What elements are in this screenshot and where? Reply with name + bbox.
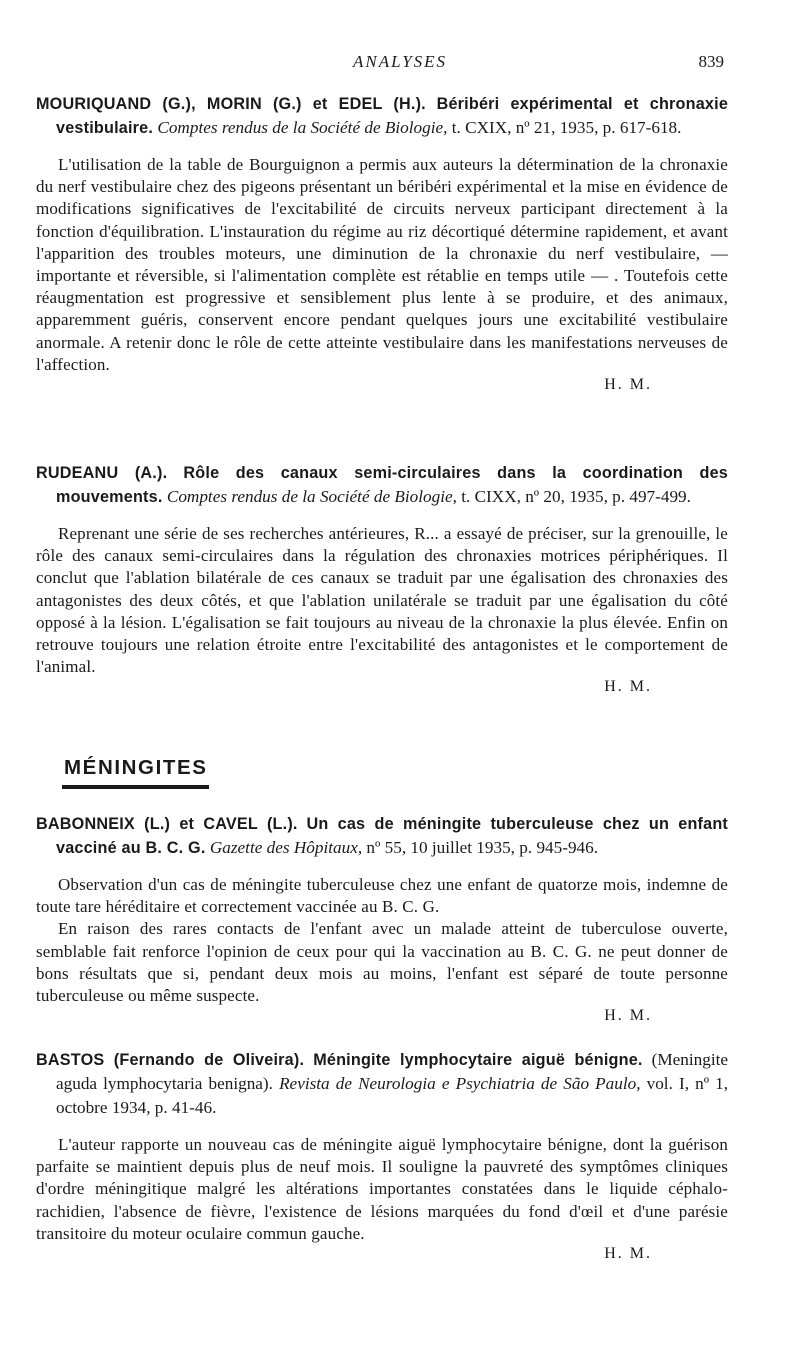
abstract-entry-rudeanu xyxy=(36,461,728,696)
section-heading: MÉNINGITES xyxy=(64,756,208,779)
abstract-text xyxy=(36,874,728,1007)
page-number: 839 xyxy=(698,52,724,71)
abstract-signature: H. M. xyxy=(604,1007,652,1025)
abstract-signature: H. M. xyxy=(604,1245,652,1263)
reference-journal: Comptes rendus de la Société de Biologie, xyxy=(157,118,448,137)
reference-authors: RUDEANU (A.). xyxy=(36,464,168,482)
reference-authors: BABONNEIX (L.) et CAVEL (L.). xyxy=(36,815,298,833)
abstract-paragraph: Observation d'un cas de méningite tuberculeuse chez une enfant de quatorze mois, indemne de toute tare héréditaire et correctement vaccinée au B. C. G. xyxy=(36,875,728,917)
abstract-entry-mouriquand xyxy=(36,92,728,394)
abstract-text xyxy=(36,154,728,376)
reference-title: Béribéri expérimental et chronaxie vestibulaire. xyxy=(56,95,729,137)
section-underline xyxy=(62,785,209,789)
reference-title: Un cas de méningite tuberculeuse chez un enfant vacciné au B. C. G. xyxy=(56,815,729,857)
reference-journal: Revista de Neurologia e Psychiatria de São Paulo, xyxy=(279,1074,641,1093)
running-title: ANALYSES xyxy=(352,52,448,71)
reference-details: t. CXIX, nº 21, 1935, p. 617-618. xyxy=(451,118,682,137)
reference xyxy=(36,1048,728,1120)
abstract-signature: H. M. xyxy=(604,376,652,394)
abstract-paragraph: L'auteur rapporte un nouveau cas de méningite aiguë lymphocytaire bénigne, dont la guérison parfaite se maintient depuis plus de neuf mois. Il souligne la pauvreté des symptômes cliniques d'ordre méningitique malgré les altérations importantes constatées dans le liquide céphalo-rachidien, l'absence de fièvre, l'existence de lésions marquées du fond d'œil et d'une parésie transitoire du moteur oculaire commun gauche. xyxy=(36,1135,728,1243)
reference-authors: BASTOS (Fernando de Oliveira). xyxy=(36,1051,305,1069)
reference-journal: Comptes rendus de la Société de Biologie, xyxy=(166,487,457,506)
abstract-text xyxy=(36,523,728,678)
abstract-signature: H. M. xyxy=(604,678,652,696)
reference xyxy=(36,92,728,140)
reference-details: vol. I, nº 1, octobre 1934, p. 41-46. xyxy=(56,1074,729,1117)
abstract-paragraph: En raison des rares contacts de l'enfant avec un malade atteint de tuberculose ouverte, semblable fait renforce l'opinion de ceux pour qui la vaccination au B. C. G. ne peut donner de bons résultats que si, pendant deux mois au moins, l'enfant est séparé de toute personne tuberculeuse ou même suspecte. xyxy=(36,919,728,1006)
reference-details: t. CIXX, nº 20, 1935, p. 497-499. xyxy=(461,487,691,506)
reference-journal: Gazette des Hôpitaux, xyxy=(209,838,363,857)
reference-details: nº 55, 10 juillet 1935, p. 945-946. xyxy=(366,838,599,857)
reference xyxy=(36,461,728,509)
reference-title: Méningite lymphocytaire aiguë bénigne. xyxy=(313,1051,643,1069)
reference-title: Rôle des canaux semi-circulaires dans la coordination des mouvements. xyxy=(56,464,728,506)
abstract-entry-bastos xyxy=(36,1048,728,1263)
abstract-paragraph: Reprenant une série de ses recherches antérieures, R... a essayé de préciser, sur la grenouille, le rôle des canaux semi-circulaires dans la régulation des chronaxies motrices périphériques. Il conclut que l'ablation bilatérale de ces canaux se traduit par une égalisation des chronaxies des antagonistes des deux côtés, et que l'ablation unilatérale se traduit par une égalisation du côté opposé à la lésion. L'égalisation se fait toujours au niveau de la chronaxie la plus élevée. Enfin on retrouve toujours une relation étroite entre l'excitabilité des antagonistes et le comportement de l'animal. xyxy=(36,524,728,677)
abstract-entry-babonneix xyxy=(36,812,728,1025)
reference-subtitle: (Meningite aguda lymphocytaria benigna). xyxy=(56,1050,729,1093)
abstract-text xyxy=(36,1134,728,1245)
reference-authors: MOURIQUAND (G.), MORIN (G.) et EDEL (H.). xyxy=(36,95,426,113)
abstract-paragraph: L'utilisation de la table de Bourguignon a permis aux auteurs la détermination de la chronaxie du nerf vestibulaire chez des pigeons présentant un béribéri expérimental et la mise en évidence de modifications significatives de l'excitabilité de circuits nerveux participant directement à la fonction d'équilibration. L'instauration du régime au riz décortiqué détermine rapidement, et avant l'apparition des troubles moteurs, une diminution de la chronaxie du nerf vestibulaire, — importante et réversible, si l'alimentation complète est rétablie en temps utile — . Toutefois cette réaugmentation est progressive et sensiblement plus lente à se produire, et des animaux, apparemment guéris, conservent encore pendant quelques jours une excitabilité vestibulaire anormale. A retenir donc le rôle de cette atteinte vestibulaire dans les manifestations nerveuses de l'affection. xyxy=(36,155,728,374)
reference xyxy=(36,812,728,860)
